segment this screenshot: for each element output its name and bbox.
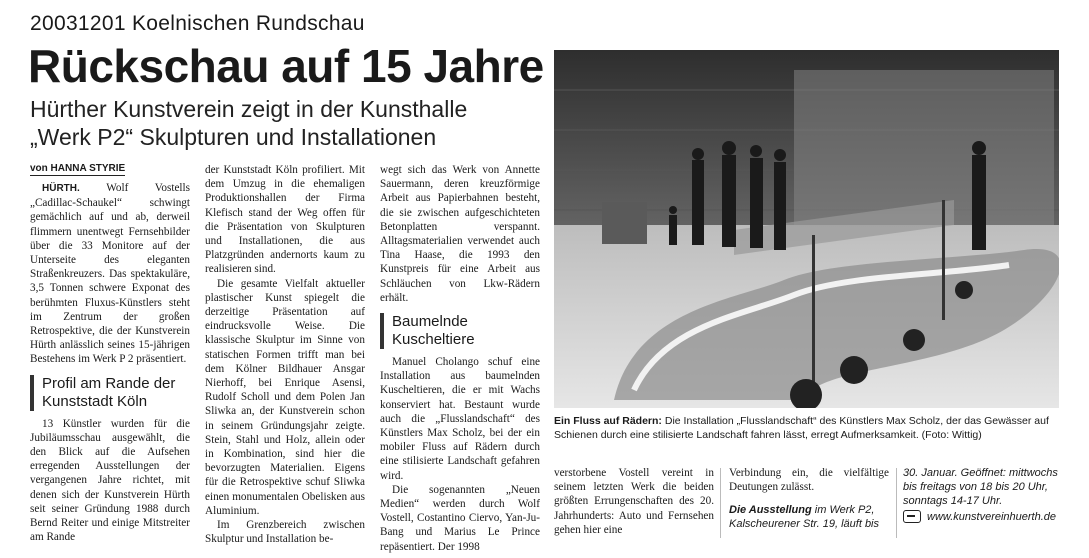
- paragraph: Verbindung ein, die vielfältige Deutungen zulässt.: [729, 467, 889, 494]
- section-subhead-profil: Profil am Rande der Kunststadt Köln: [30, 375, 190, 411]
- paragraph: Manuel Cholango schuf eine Installation aus baumelnden Kuscheltieren, die er mit Wachs konserviert hat. Bestaunt wurde auch die „Flusslandschaft“ des Künstlers Max Scholz, bei der ein mobiler Fluss auf Rädern durch eine stilisierte Landschaft gefahren wird.: [380, 356, 540, 482]
- article-headline: Rückschau auf 15 Jahre: [28, 40, 544, 92]
- paragraph: verstorbene Vostell vereint in seinem letzten Werk die beiden größten Errungenschaften des 20. Jahrhunderts: Auto und Fernsehen gehen hier eine: [554, 467, 714, 536]
- article-photo: [554, 50, 1059, 408]
- paragraph: Die gesamte Vielfalt aktueller plastischer Kunst spiegelt die derzeitige Präsentation auf eindrucksvolle Weise. Die klassische Skulptur im Sinne von statischen Formen trifft man bei dem Kölner Bildhauer Ansgar Nierhoff, bei Enrique Asensi, Rudolf Scholl und dem Polen Jan Sliwka an, der Kunstverein schon in seinem Gründungsjahr zeigte. Stein, Stahl und Holz, allein oder in Kombination, sind hier die bevorzugten Materialien. Eigens für die Retrospektive schuf Sliwka einen monumentalen Obelisken aus Aluminium.: [205, 277, 365, 517]
- dateline: HÜRTH.: [42, 183, 80, 194]
- photo-flusslandschaft-installation: [554, 50, 1059, 408]
- lead-paragraph: Wolf Vostells „Cadillac-Schaukel“ schwingt gemächlich auf und ab, derweil flimmern unentwegt Fernsehbilder über die 33 Monitore auf der Unterseite des eleganten Straßenkreuzers. Das spektakuläre, 3,5 Tonnen schwere Exponat des berühmten Fluxus-Künstlers steht im Zentrum der großen Retrospektive, die der Kunstverein Hürth anlässlich seines 15-jährigen Bestehens im Werk P 2 präsentiert.: [30, 182, 190, 366]
- column-divider: [720, 468, 721, 538]
- caption-lead: Ein Fluss auf Rädern:: [554, 415, 662, 427]
- paragraph: Die sogenannten „Neuen Medien“ werden durch Wolf Vostell, Costantino Ciervo, Yan-Ju-Bang und Marius Le Prince repäsentiert. Der 1998: [380, 483, 540, 553]
- section-subhead-kuscheltiere: Baumelnde Kuscheltiere: [380, 313, 540, 349]
- exhibition-hours: 30. Januar. Geöffnet: mittwochs bis freitags von 18 bis 20 Uhr, sonntags 14-17 Uhr.: [903, 467, 1058, 507]
- web-link-icon: [903, 510, 921, 523]
- article-column-4: [554, 466, 714, 537]
- website-url[interactable]: www.kunstvereinhuerth.de: [927, 510, 1057, 523]
- exhibition-info-label: Die Ausstellung: [729, 504, 812, 516]
- photo-caption: [554, 414, 1059, 442]
- exhibition-info: [729, 503, 889, 531]
- caption-text: Die Installation „Flusslandschaft“ des Künstlers Max Scholz, der das Gewässer auf Schienen durch eine stilisierte Landschaft fahren lässt, erregt Aufmerksamkeit. (Foto: Wittig): [554, 415, 1049, 441]
- paragraph: der Kunststadt Köln profiliert. Mit dem Umzug in die ehemaligen Produktionshallen der Firma Klefisch stand der Weg offen für die Präsentation von Skulpturen und Installationen, die aus Platzgründen andernorts kaum zu realisieren sind.: [205, 164, 365, 276]
- subheadline-line-1: Hürther Kunstverein zeigt in der Kunsthalle: [30, 96, 468, 122]
- newspaper-source-line: 20031201 Koelnischen Rundschau: [30, 12, 365, 35]
- paragraph: 13 Künstler wurden für die Jubiläumsschau ausgewählt, die den Blick auf die Aufsehen erregenden Ausstellungen der vergangenen Jahre richtet, mit denen sich der Kunstverein Hürth seit seiner Gründung 1988 durch Bernd Reiter und einige Mitstreiter am Rande: [30, 417, 190, 544]
- paragraph: wegt sich das Werk von Annette Sauermann, deren kreuzförmige Arbeit aus Papierbahnen besteht, die sie zwischen aufgeschichteten Betonplatten verspannt. Alltagsmaterialien verwendet auch Tina Haase, die 1993 den Kunstpreis für eine Arbeit aus Schläuchen von Lkw-Rädern erhält.: [380, 164, 540, 304]
- article-column-2: [205, 163, 365, 546]
- article-column-1: [30, 181, 190, 544]
- paragraph: Im Grenzbereich zwischen Skulptur und Installation be-: [205, 519, 365, 546]
- subheadline-line-2: „Werk P2“ Skulpturen und Installationen: [30, 124, 437, 150]
- byline: von HANNA STYRIE: [30, 163, 126, 174]
- article-subheadline: [30, 95, 550, 151]
- column-divider: [896, 468, 897, 538]
- website-link[interactable]: [903, 510, 1056, 523]
- article-column-3: [380, 163, 540, 554]
- exhibition-info-text: im Werk P2, Kalscheurener Str. 19, läuft bis: [729, 504, 880, 530]
- article-column-5: [729, 466, 889, 494]
